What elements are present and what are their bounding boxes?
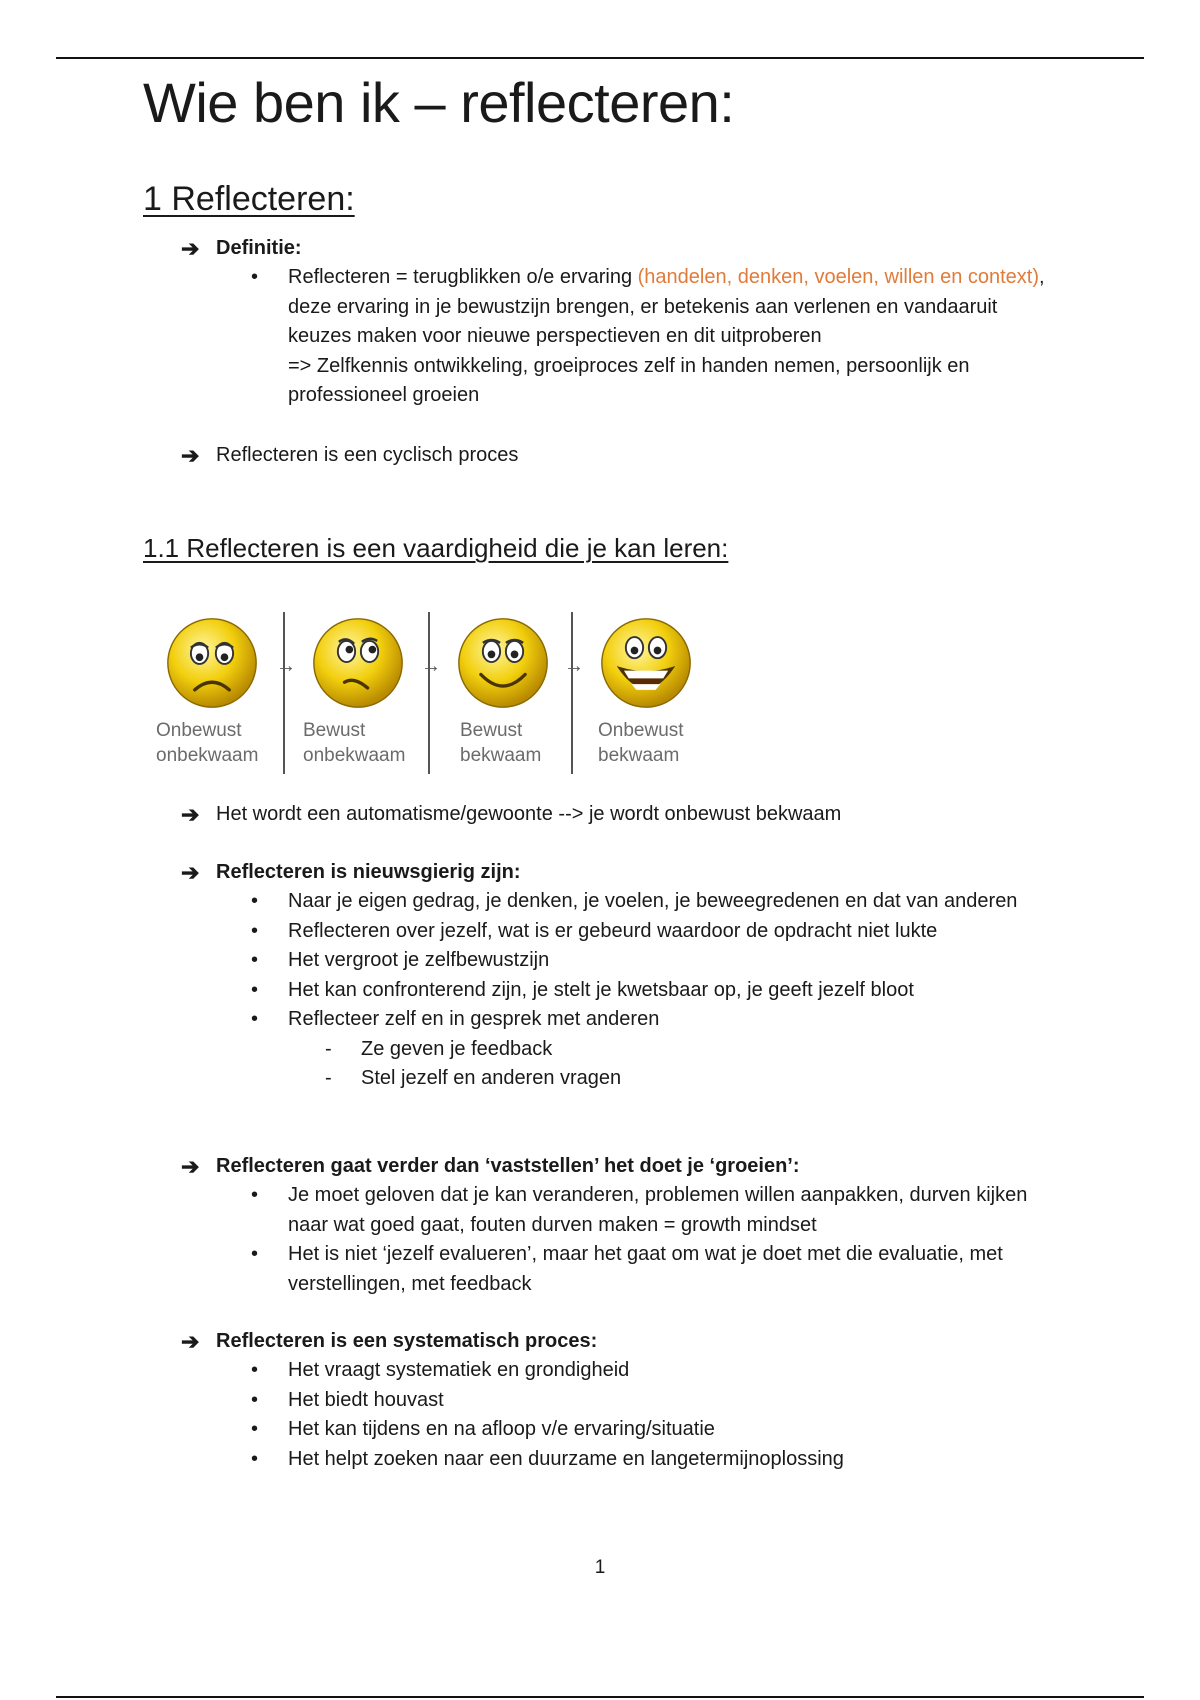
arrow-right-icon: → <box>421 655 441 677</box>
stage-3-line2: bekwaam <box>460 745 542 766</box>
bullet-icon: • <box>251 919 259 942</box>
list-item-text: Het kan confronterend zijn, je stelt je kwetsbaar op, je geeft jezelf bloot <box>288 978 914 1001</box>
arrow-right-icon: ➔ <box>181 1329 200 1354</box>
stage-4-line1: Onbewust <box>598 720 684 741</box>
stage-label-4 <box>598 718 684 768</box>
list-item <box>0 1240 1200 1299</box>
bullet-icon: • <box>251 1388 259 1411</box>
bullet-icon: • <box>251 1184 259 1206</box>
bullet-icon: • <box>251 1359 259 1381</box>
stage-4-line2: bekwaam <box>598 745 680 766</box>
page-number: 1 <box>594 1557 606 1578</box>
list-item-text: Reflecteren over jezelf, wat is er gebeurd waardoor de opdracht niet lukte <box>288 919 938 942</box>
stage-3-line1: Bewust <box>460 720 523 741</box>
arrow-right-icon: ➔ <box>181 236 200 261</box>
list-item-text: Reflecteer zelf en in gesprek met anderen <box>288 1008 660 1030</box>
list-item-text: Het vraagt systematiek en grondigheid <box>288 1359 630 1381</box>
stage-1-line2: onbekwaam <box>156 745 259 766</box>
sub-list-item-text: Stel jezelf en anderen vragen <box>361 1067 622 1089</box>
bullet-icon: • <box>251 1447 259 1470</box>
bullet-icon: • <box>251 266 259 288</box>
page-title: Wie ben ik – reflecteren: <box>143 71 735 134</box>
nieuwsgierig-sublist <box>0 1035 1200 1094</box>
stage-label-3 <box>460 718 541 768</box>
verder-block <box>0 1152 1200 1299</box>
nieuwsgierig-block <box>0 858 1200 1094</box>
nieuwsgierig-item <box>0 858 1200 887</box>
systematisch-block <box>0 1327 1200 1474</box>
list-item <box>0 946 1200 976</box>
list-item-text: Het helpt zoeken naar een duurzame en langetermijnoplossing <box>288 1447 844 1470</box>
list-item-text: Het biedt houvast <box>288 1388 444 1411</box>
definition-item <box>0 263 1200 411</box>
arrow-right-icon: ➔ <box>181 802 200 827</box>
smiley-grin-icon <box>598 615 694 711</box>
section-heading-vaardigheid: 1.1 Reflecteren is een vaardigheid die je kan leren: <box>143 533 729 563</box>
bullet-icon: • <box>251 890 259 912</box>
smiley-smile-icon <box>455 615 551 711</box>
automatisme-text: Het wordt een automatisme/gewoonte --> je wordt onbewust bekwaam <box>216 803 842 825</box>
cyclisch-text: Reflecteren is een cyclisch proces <box>216 444 519 466</box>
stage-label-1 <box>156 718 258 768</box>
definition-text-1: Reflecteren = terugblikken o/e ervaring <box>288 266 638 288</box>
arrow-right-icon: → <box>564 655 584 677</box>
systematisch-item <box>0 1327 1200 1356</box>
list-item-text: Het kan tijdens en na afloop v/e ervaring/situatie <box>288 1418 715 1440</box>
list-item <box>0 976 1200 1006</box>
stage-separator <box>283 612 285 774</box>
arrow-right-icon: ➔ <box>181 860 200 885</box>
stage-2-line2: onbekwaam <box>303 745 406 766</box>
list-item-text: Naar je eigen gedrag, je denken, je voelen, je beweegredenen en dat van anderen <box>288 890 1018 912</box>
list-item <box>0 1005 1200 1035</box>
list-item-text: Je moet geloven dat je kan veranderen, problemen willen aanpakken, durven kijken naar wat goed gaat, fouten durven maken = growth mindset <box>288 1184 1028 1236</box>
definition-list <box>0 263 1200 411</box>
systematisch-list <box>0 1356 1200 1474</box>
list-item <box>0 917 1200 947</box>
definition-text-4: => Zelfkennis ontwikkeling, groeiproces zelf in handen nemen, persoonlijk en professioneel groeien <box>288 354 970 406</box>
definition-text-orange: (handelen, denken, voelen, willen en context) <box>637 266 1040 288</box>
sub-list-item <box>0 1064 1200 1094</box>
smiley-sad-icon <box>164 615 260 711</box>
verder-label: Reflecteren gaat verder dan ‘vaststellen’ het doet je ‘groeien’: <box>216 1155 800 1177</box>
sub-list-item <box>0 1035 1200 1065</box>
top-rule <box>56 57 1144 59</box>
list-item-text: Het vergroot je zelfbewustzijn <box>288 949 550 971</box>
dash-icon: - <box>325 1067 332 1089</box>
definition-text-3: , deze ervaring in je bewustzijn brengen, er betekenis aan verlenen en vandaaruit keuzes maken voor nieuwe perspectieven en dit uitproberen <box>288 266 1045 347</box>
smiley-uncertain-icon <box>310 615 406 711</box>
bullet-icon: • <box>251 1418 259 1440</box>
verder-item <box>0 1152 1200 1181</box>
stage-label-2 <box>303 718 405 768</box>
section-heading-reflecteren: 1 Reflecteren: <box>143 180 355 218</box>
stage-2-line1: Bewust <box>303 720 366 741</box>
cyclisch-block <box>0 441 1200 470</box>
definitie-block <box>0 234 1200 411</box>
list-item <box>0 1356 1200 1386</box>
bullet-icon: • <box>251 949 259 971</box>
list-item <box>0 1386 1200 1416</box>
automatisme-item <box>0 800 1200 829</box>
bullet-icon: • <box>251 1243 259 1265</box>
arrow-right-icon: ➔ <box>181 1154 200 1179</box>
automatisme-block <box>0 800 1200 829</box>
verder-list <box>0 1181 1200 1299</box>
bullet-icon: • <box>251 978 259 1001</box>
arrow-right-icon: ➔ <box>181 443 200 468</box>
definitie-label: Definitie: <box>216 237 302 259</box>
nieuwsgierig-label: Reflecteren is nieuwsgierig zijn: <box>216 861 521 883</box>
competence-stages-figure <box>150 610 700 780</box>
list-item-text: Het is niet ‘jezelf evalueren’, maar het gaat om wat je doet met die evaluatie, met verstellingen, met feedback <box>288 1243 1003 1295</box>
list-item <box>0 1445 1200 1475</box>
systematisch-label: Reflecteren is een systematisch proces: <box>216 1330 598 1352</box>
stage-separator <box>571 612 573 774</box>
cyclisch-item <box>0 441 1200 470</box>
bullet-icon: • <box>251 1008 259 1030</box>
stage-1-line1: Onbewust <box>156 720 242 741</box>
sub-list-item-text: Ze geven je feedback <box>361 1037 553 1060</box>
list-item <box>0 1181 1200 1240</box>
nieuwsgierig-list <box>0 887 1200 1035</box>
list-item <box>0 1415 1200 1445</box>
stage-separator <box>428 612 430 774</box>
bottom-rule <box>56 1696 1144 1698</box>
dash-icon: - <box>325 1037 332 1060</box>
list-item <box>0 887 1200 917</box>
arrow-right-icon: → <box>276 655 296 677</box>
definitie-item <box>0 234 1200 263</box>
